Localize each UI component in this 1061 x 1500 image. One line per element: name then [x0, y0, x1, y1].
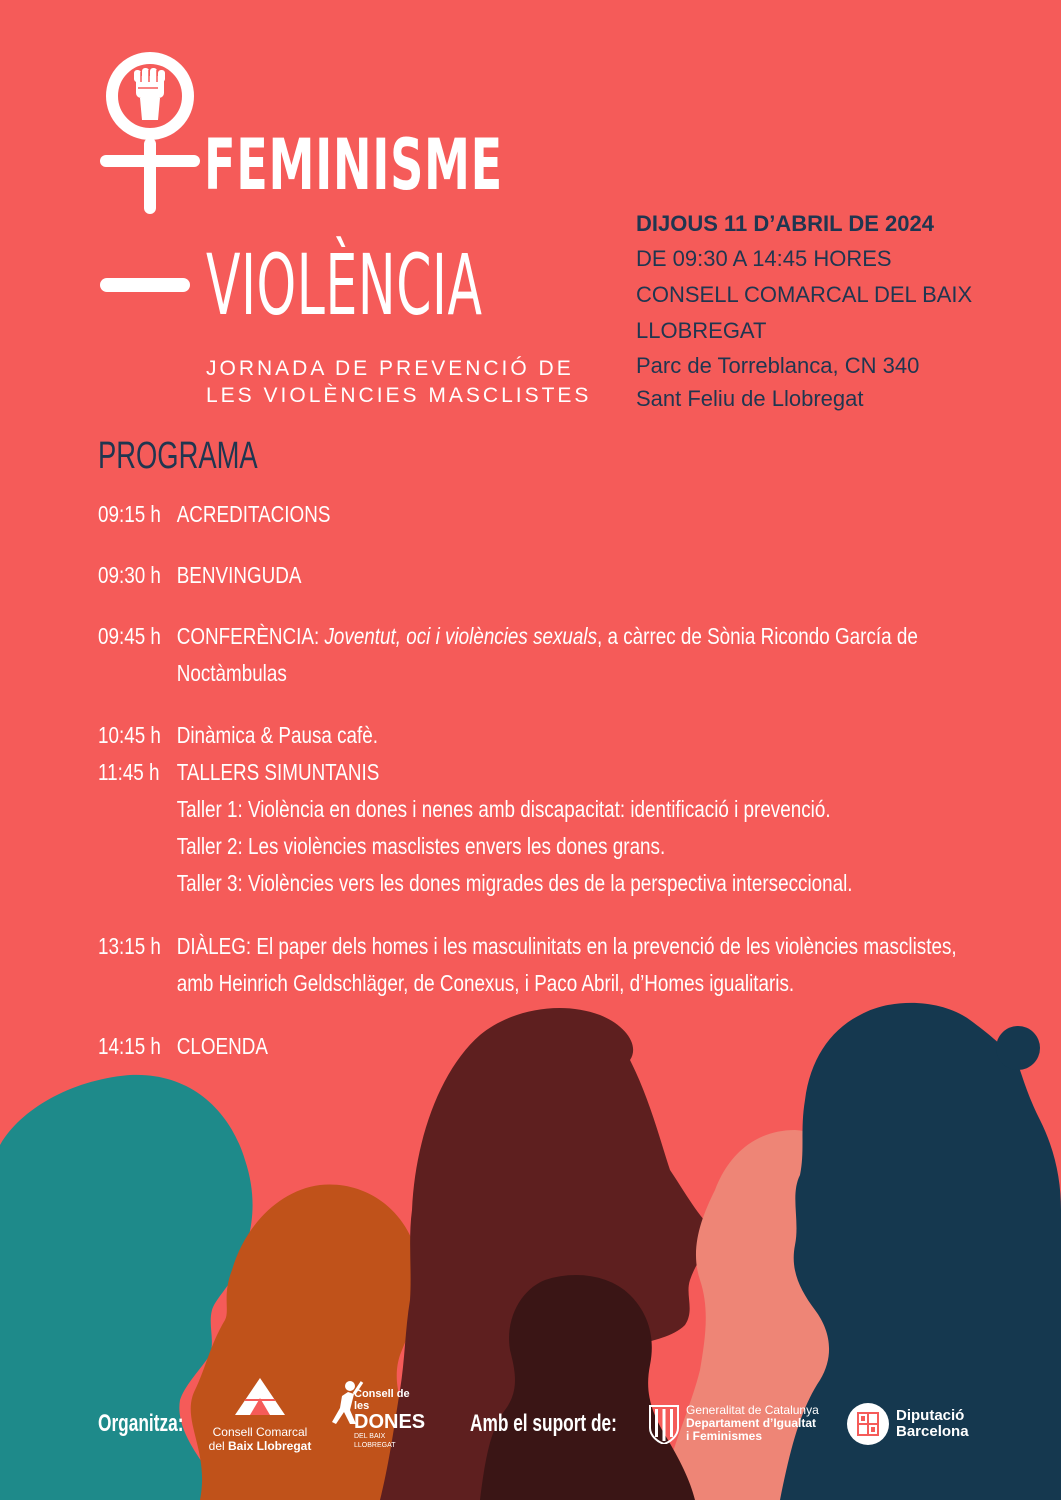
- conference-title: Joventut, oci i violències sexuals: [324, 623, 598, 649]
- title-violencia: VIOLÈNCIA: [206, 236, 483, 334]
- program-time: 10:45 h: [98, 722, 161, 748]
- program-time: 13:15 h: [98, 933, 161, 959]
- gencat-line-1: Generalitat de Catalunya: [686, 1403, 819, 1417]
- dones-line-2: DONES: [354, 1411, 426, 1433]
- support-label: Amb el suport de:: [470, 1410, 617, 1437]
- ccbl-line-2-bold: Baix Llobregat: [228, 1439, 312, 1453]
- generalitat-shield-icon: [648, 1404, 680, 1444]
- minus-sign: [100, 278, 190, 292]
- dones-line-1: Consell de les: [354, 1388, 410, 1412]
- dones-text: [354, 1388, 424, 1450]
- workshop-2: Taller 2: Les violències masclistes envers les dones grans.: [176, 833, 666, 859]
- program-text: [177, 618, 972, 692]
- program-time: 14:15 h: [98, 1033, 161, 1059]
- consell-comarcal-mountain-icon: [205, 1370, 315, 1420]
- program-text: Dinàmica & Pausa cafè.: [176, 722, 378, 748]
- conference-speaker: , a càrrec de Sònia Ricondo García de Noctàmbulas: [176, 623, 918, 686]
- event-subtitle: [206, 355, 596, 409]
- workshop-1: Taller 1: Violència en dones i nenes amb discapacitat: identificació i prevenció.: [176, 796, 831, 822]
- event-date: DIJOUS 11 D’ABRIL DE 2024: [636, 211, 934, 236]
- diba-line-1: Diputació: [896, 1407, 965, 1424]
- event-venue-line-1: CONSELL COMARCAL DEL BAIX: [636, 282, 973, 307]
- program-time: 11:45 h: [98, 759, 160, 785]
- conference-label: CONFERÈNCIA:: [176, 623, 325, 649]
- diputacio-seal-icon: [846, 1402, 890, 1446]
- diba-text: [896, 1408, 996, 1440]
- program-text: TALLERS SIMUNTANIS: [176, 759, 380, 785]
- program-time: 09:30 h: [98, 562, 161, 588]
- event-venue-line-2: LLOBREGAT: [636, 318, 767, 343]
- gencat-line-3: i Feminismes: [686, 1429, 763, 1443]
- event-hours: DE 09:30 A 14:45 HORES: [636, 246, 892, 271]
- workshop-3: Taller 3: Violències vers les dones migrades des de la perspectiva interseccional.: [176, 870, 853, 896]
- program-text: BENVINGUDA: [176, 562, 302, 588]
- feminist-venus-fist-icon: [100, 48, 200, 218]
- program-text: DIÀLEG: El paper dels homes i les masculinitats en la prevenció de les violències masclistes, amb Heinrich Geldschläger, de Conexus, i Paco Abril, d’Homes igualitaris.: [176, 933, 957, 996]
- subtitle-line-2: LES VIOLÈNCIES MASCLISTES: [206, 384, 592, 407]
- program-text: ACREDITACIONS: [176, 501, 331, 527]
- program-title: PROGRAMA: [98, 435, 258, 477]
- ccbl-line-2-prefix: del: [208, 1439, 228, 1453]
- title-feminisme: FEMINISME: [204, 124, 503, 206]
- dones-line-3: DEL BAIX LLOBREGAT: [354, 1433, 396, 1449]
- organiza-label: Organitza:: [98, 1410, 184, 1437]
- program-text: CLOENDA: [176, 1033, 268, 1059]
- event-address-line-2: Sant Feliu de Llobregat: [636, 386, 864, 411]
- logo-consell-comarcal: [205, 1370, 315, 1453]
- gencat-line-2: Departament d’Igualtat: [686, 1416, 817, 1430]
- program-time: 09:45 h: [98, 623, 161, 649]
- subtitle-line-1: JORNADA DE PREVENCIÓ DE: [206, 357, 574, 380]
- program-time: 09:15 h: [98, 501, 161, 527]
- ccbl-line-1: Consell Comarcal: [212, 1425, 308, 1439]
- event-info: [636, 207, 972, 415]
- diba-line-2: Barcelona: [896, 1423, 969, 1440]
- event-address-line-1: Parc de Torreblanca, CN 340: [636, 353, 920, 378]
- ccbl-line-2: [205, 1439, 315, 1453]
- gencat-text: [686, 1404, 846, 1443]
